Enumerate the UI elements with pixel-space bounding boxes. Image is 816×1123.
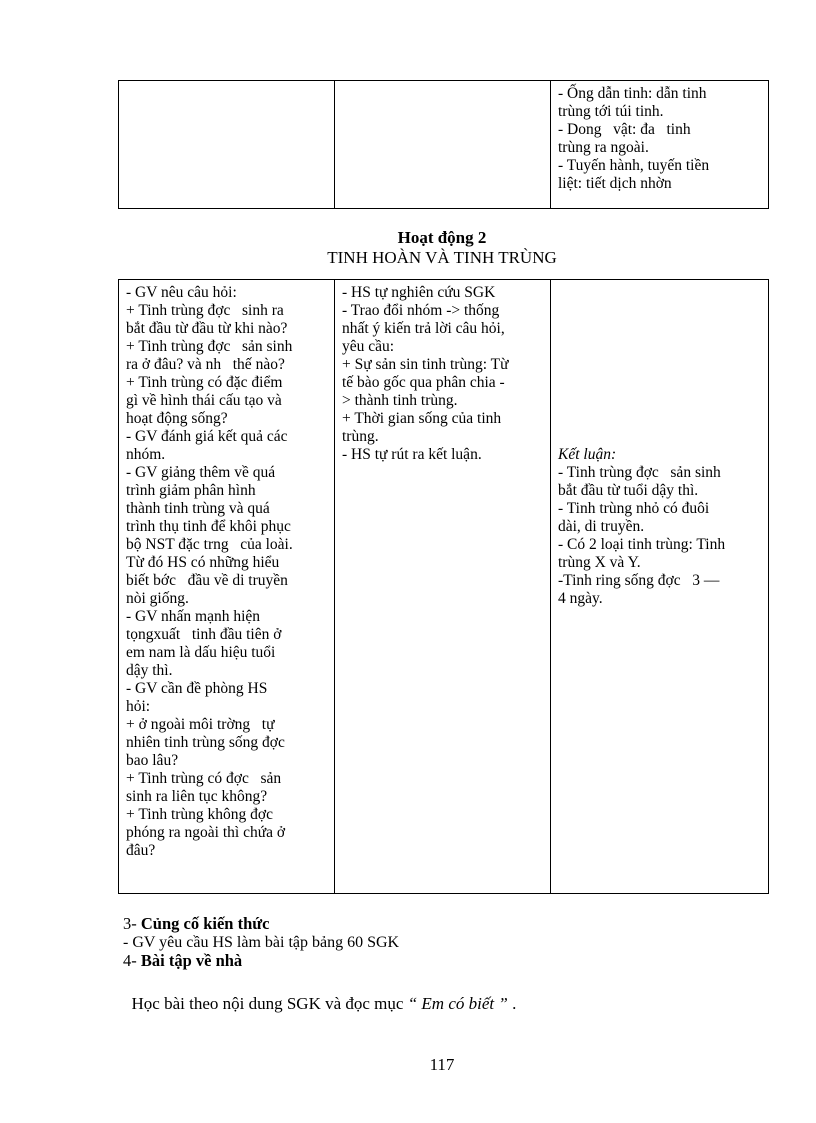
conclusion-line: - Tinh trùng nhỏ có đuôi xyxy=(558,500,710,517)
table-continuation xyxy=(118,80,769,209)
teacher-line: nhóm. xyxy=(126,446,166,463)
teacher-line: thành tinh trùng và quá xyxy=(126,500,270,517)
teacher-line: bộ NST đặc trng của loài. xyxy=(126,536,293,553)
student-line: nhất ý kiến trả lời câu hỏi, xyxy=(342,320,505,337)
conclusion-line: bắt đầu từ tuổi dậy thì. xyxy=(558,482,699,499)
section-3-heading xyxy=(123,914,270,933)
teacher-line: biết bớc đầu về di truyền xyxy=(126,572,288,589)
student-line: - HS tự nghiên cứu SGK xyxy=(342,284,496,301)
section-4-title: Bài tập về nhà xyxy=(140,951,243,970)
section-3-text: - GV yêu cầu HS làm bài tập bảng 60 SGK xyxy=(123,934,400,951)
conclusion-line: - Có 2 loại tinh trùng: Tinh xyxy=(558,536,726,553)
teacher-line: - GV đánh giá kết quả các xyxy=(126,428,288,445)
activity-title: Hoạt động 2 xyxy=(397,228,487,247)
homework-instruction: Học bài theo nội dung SGK và đọc mục xyxy=(131,994,408,1013)
table1-line: - Dong vật: đa tinh xyxy=(558,121,691,138)
page-number: 117 xyxy=(429,1055,455,1074)
conclusion-line: -Tinh ring sống đợc 3 — xyxy=(558,572,720,589)
homework-text xyxy=(123,974,516,1014)
section-4-number: 4- xyxy=(123,951,141,970)
table1-col-teacher xyxy=(119,81,335,209)
teacher-line: bắt đầu từ đầu từ khi nào? xyxy=(126,320,288,337)
homework-close-quote: ” xyxy=(494,994,508,1013)
teacher-line: - GV cần đề phòng HS xyxy=(126,680,268,697)
teacher-line: nòi giống. xyxy=(126,590,189,607)
teacher-line: Từ đó HS có những hiểu xyxy=(126,554,280,571)
section-4-heading xyxy=(123,951,242,970)
teacher-line: - GV nhấn mạnh hiện xyxy=(126,608,261,625)
teacher-line: + Tinh trùng đợc sản sinh xyxy=(126,338,293,355)
conclusion-cell xyxy=(551,280,769,894)
student-line: + Sự sản sin tinh trùng: Từ xyxy=(342,356,509,373)
teacher-line: phóng ra ngoài thì chứa ở xyxy=(126,824,286,841)
table1-line: - Tuyến hành, tuyến tiền xyxy=(558,157,710,174)
teacher-line: - GV nêu câu hỏi: xyxy=(126,284,237,301)
conclusion-line: dài, di truyền. xyxy=(558,518,645,535)
homework-open-quote: “ xyxy=(407,994,422,1013)
activity-subtitle: TINH HOÀN VÀ TINH TRÙNG xyxy=(327,248,557,267)
teacher-line: bao lâu? xyxy=(126,752,179,769)
teacher-line: em nam là dấu hiệu tuổi xyxy=(126,644,276,661)
conclusion-line: - Tinh trùng đợc sản sinh xyxy=(558,464,721,481)
teacher-line: trình giảm phân hình xyxy=(126,482,256,499)
teacher-line: dậy thì. xyxy=(126,662,173,679)
teacher-line: đâu? xyxy=(126,842,156,859)
table1-line: trùng tới túi tinh. xyxy=(558,103,664,120)
teacher-line: + Tinh trùng không đợc xyxy=(126,806,273,823)
section-3-number: 3- xyxy=(123,914,141,933)
section-3-title: Củng cố kiến thức xyxy=(140,914,270,933)
conclusion-line: 4 ngày. xyxy=(558,590,603,607)
teacher-line: ra ở đâu? và nh thế nào? xyxy=(126,356,285,373)
conclusion-line: trùng X và Y. xyxy=(558,554,641,571)
teacher-activity-cell xyxy=(119,280,335,894)
table1-line: liệt: tiết dịch nhờn xyxy=(558,175,672,192)
student-line: > thành tinh trùng. xyxy=(342,392,458,409)
teacher-line: sinh ra liên tục không? xyxy=(126,788,268,805)
teacher-line: + Tinh trùng có đợc sản xyxy=(126,770,282,787)
student-line: tế bào gốc qua phân chia - xyxy=(342,374,505,391)
teacher-line: tọngxuất tinh đầu tiên ở xyxy=(126,626,282,643)
student-activity-cell xyxy=(335,280,551,894)
homework-reference: Em có biết xyxy=(421,994,495,1013)
student-line: + Thời gian sống của tinh xyxy=(342,410,502,427)
teacher-line: + ở ngoài môi trờng tự xyxy=(126,716,275,733)
teacher-line: trình thụ tinh để khôi phục xyxy=(126,518,291,535)
table1-col-student xyxy=(335,81,551,209)
student-line: - Trao đổi nhóm -> thống xyxy=(342,302,500,319)
student-line: - HS tự rút ra kết luận. xyxy=(342,446,482,463)
teacher-line: nhiên tinh trùng sống đợc xyxy=(126,734,285,751)
table1-line: trùng ra ngoài. xyxy=(558,139,649,156)
teacher-line: hỏi: xyxy=(126,698,151,715)
conclusion-label: Kết luận: xyxy=(558,446,617,463)
homework-end: . xyxy=(507,994,517,1013)
student-line: yêu cầu: xyxy=(342,338,395,355)
table1-col-content xyxy=(551,81,769,209)
table-activity xyxy=(118,279,769,894)
teacher-line: + Tinh trùng đợc sinh ra xyxy=(126,302,284,319)
student-line: trùng. xyxy=(342,428,379,445)
teacher-line: + Tinh trùng có đặc điểm xyxy=(126,374,283,391)
teacher-line: hoạt động sống? xyxy=(126,410,228,427)
teacher-line: gì về hình thái cấu tạo và xyxy=(126,392,282,409)
table1-line: - Ống dẫn tinh: dẫn tinh xyxy=(558,85,707,102)
teacher-line: - GV giảng thêm về quá xyxy=(126,464,276,481)
